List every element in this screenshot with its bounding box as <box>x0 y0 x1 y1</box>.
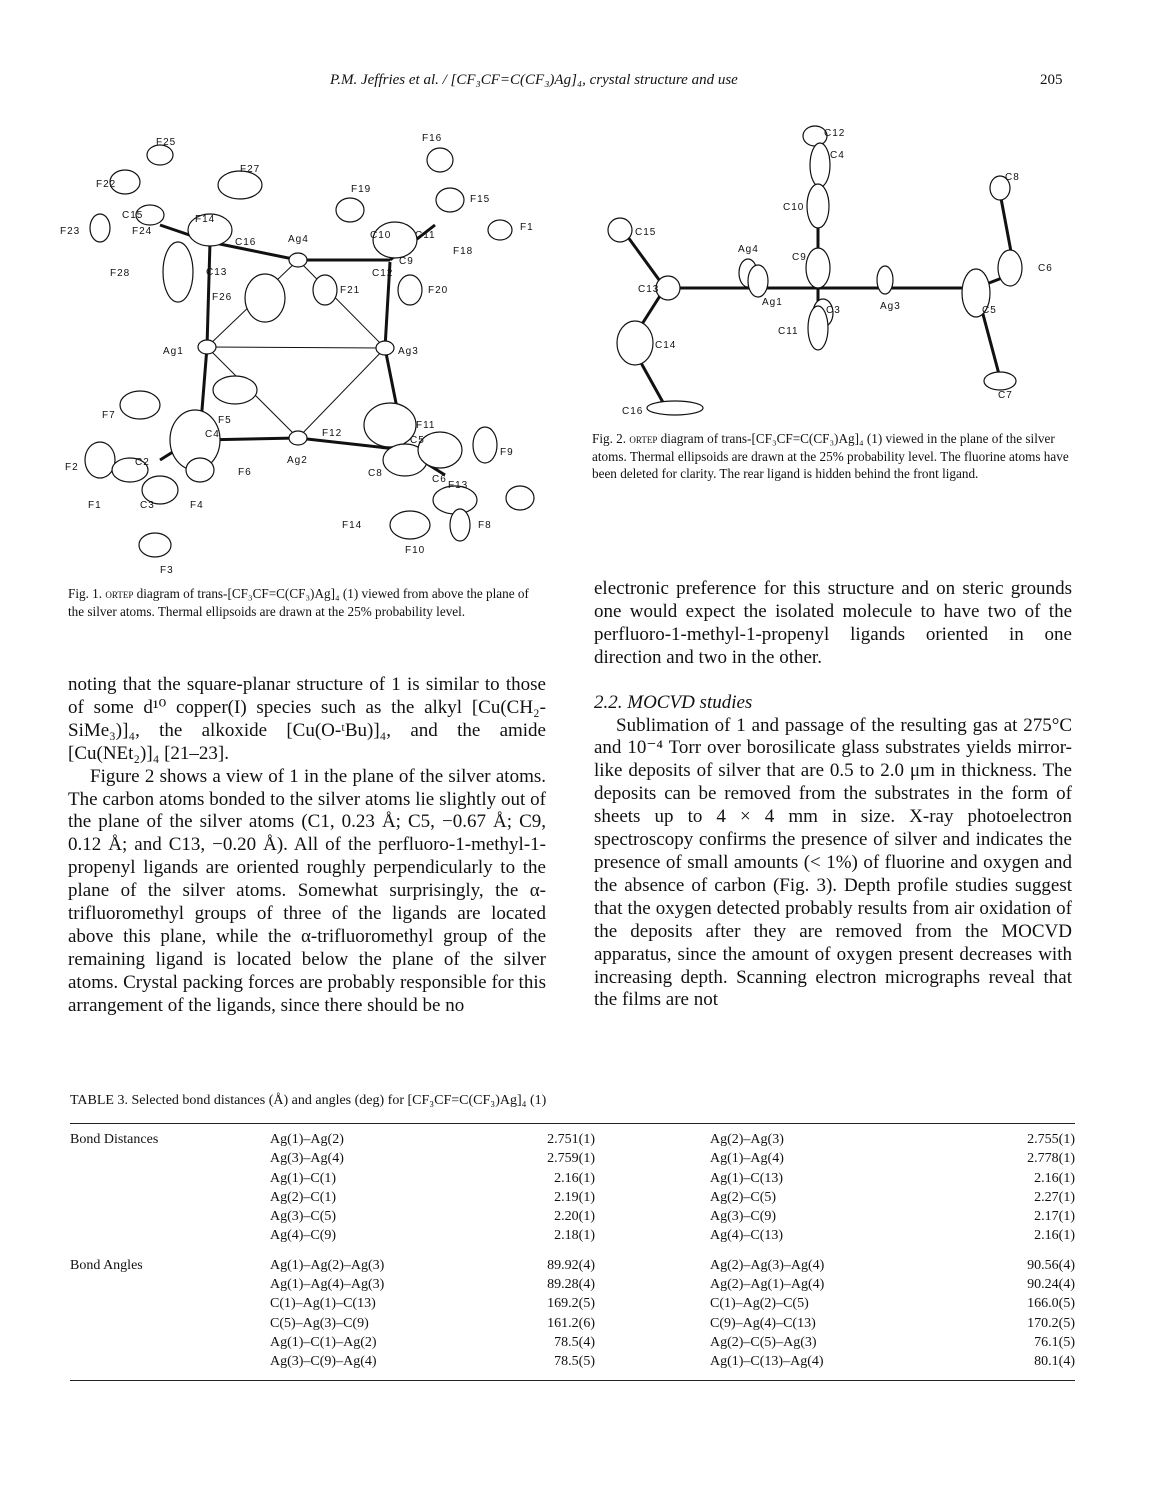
atom-label: C4 <box>830 150 845 161</box>
bond: Ag(2)–C(5) <box>710 1189 777 1205</box>
table-title: TABLE 3. Selected bond distances (Å) and angles (deg) for [CF₃CF=C(CF₃)Ag]₄ (1) <box>70 1093 547 1108</box>
atom-label: Ag4 <box>738 244 759 255</box>
value: 166.0(5) <box>1027 1296 1075 1312</box>
atom-label: Ag1 <box>163 346 184 357</box>
atom-label: F10 <box>405 545 426 556</box>
atom-label: C4 <box>205 429 220 440</box>
ortep-abbrev: ortep <box>105 586 134 601</box>
table-row <box>70 1130 1075 1149</box>
angle: Ag(1)–C(13)–Ag(4) <box>710 1354 824 1370</box>
atom-label: C12 <box>824 128 846 139</box>
atom-label: F15 <box>470 194 491 205</box>
atom-label: C10 <box>783 202 805 213</box>
table-row <box>70 1226 1075 1245</box>
atom-label: C11 <box>778 326 799 337</box>
table-row <box>70 1294 1075 1313</box>
value: 2.20(1) <box>554 1209 595 1225</box>
bond: Ag(3)–C(9) <box>710 1209 777 1225</box>
atom-label: F14 <box>342 520 363 531</box>
value: 2.18(1) <box>554 1228 595 1244</box>
figure-2-caption-text: diagram of trans-[CF₃CF=C(CF₃)Ag]₄ (1) viewed in the plane of the silver atoms. Thermal ellipsoids are drawn at the 25% probability level. The fluorine atoms have been deleted for clarity. The rear ligand is hidden behind the front ligand. <box>592 431 1069 481</box>
running-header <box>0 72 1152 96</box>
table-bottom-rule <box>70 1380 1075 1381</box>
atom-label: F20 <box>428 285 449 296</box>
angle: C(1)–Ag(1)–C(13) <box>270 1296 376 1312</box>
bond: Ag(1)–Ag(4) <box>710 1151 784 1167</box>
atom-label: F25 <box>156 137 177 148</box>
body-left-column <box>68 674 546 1018</box>
atom-label: F13 <box>448 480 469 491</box>
table-top-rule <box>70 1123 1075 1124</box>
table-row <box>70 1333 1075 1352</box>
bond: Ag(1)–Ag(2) <box>270 1132 344 1147</box>
figure-1-caption <box>68 585 546 620</box>
group-label: Bond Distances <box>70 1132 159 1147</box>
atom-label: C9 <box>792 252 807 263</box>
atom-label: C8 <box>1005 172 1020 183</box>
angle: Ag(3)–C(9)–Ag(4) <box>270 1354 377 1370</box>
angle: C(9)–Ag(4)–C(13) <box>710 1315 816 1331</box>
atom-label: F14 <box>195 214 216 225</box>
table-row <box>70 1352 1075 1371</box>
atom-label: F11 <box>416 420 436 431</box>
atom-label: C9 <box>399 256 414 267</box>
atom-label: F18 <box>453 246 474 257</box>
atom-label: Ag3 <box>880 301 901 312</box>
atom-label: C6 <box>432 474 447 485</box>
figure-2 <box>580 118 1080 423</box>
atom-label: F24 <box>132 226 153 237</box>
value: 170.2(5) <box>1027 1315 1075 1331</box>
atom-label: C8 <box>368 468 383 479</box>
section-heading: 2.2. MOCVD studies <box>594 691 753 713</box>
running-title: P.M. Jeffries et al. / [CF₃CF=C(CF₃)Ag]₄, crystal structure and use <box>330 72 738 88</box>
figure-1-caption-text: diagram of trans-[CF₃CF=C(CF₃)Ag]₄ (1) viewed from above the plane of the silver atoms. Thermal ellipsoids are drawn at the 25% probability level. <box>68 586 529 619</box>
paragraph: Figure 2 shows a view of 1 in the plane of the silver atoms. The carbon atoms bonded to the silver atoms lie slightly out of the plane of the silver atoms (C1, 0.23 Å; C5, −0.67 Å; C9, 0.12 Å; and C13, −0.20 Å). All of the perfluoro-1-methyl-1-propenyl ligands are oriented roughly perpendicularly to the plane of the silver atoms. Somewhat surprisingly, the α-trifluoromethyl groups of three of the ligands are located above this plane, while the α-trifluoromethyl group of the remaining ligand is located below the plane of the silver atoms. Crystal packing forces are probably responsible for this arrangement of the ligands, since there should be no <box>68 765 546 1016</box>
value: 89.28(4) <box>547 1277 595 1293</box>
figure-1-label: Fig. 1. <box>68 586 103 601</box>
atom-label: C3 <box>140 500 155 511</box>
value: 78.5(4) <box>554 1334 595 1350</box>
paragraph: noting that the square-planar structure of 1 is similar to those of some d¹⁰ copper(I) species such as the alkyl [Cu(CH₂-SiMe₃)]₄, the alkoxide [Cu(O-ᵗBu)]₄, and the amide [Cu(NEt₂)]₄ [21–23]. <box>68 674 546 764</box>
atom-label: F27 <box>240 164 261 175</box>
table-row <box>70 1149 1075 1168</box>
table-row <box>70 1256 1075 1275</box>
atom-label: F7 <box>102 410 116 421</box>
value: 2.17(1) <box>1034 1209 1075 1225</box>
atom-label: F26 <box>212 292 233 303</box>
angle: Ag(1)–Ag(2)–Ag(3) <box>270 1257 385 1273</box>
table-row <box>70 1188 1075 1207</box>
value: 2.16(1) <box>1034 1228 1075 1244</box>
atom-label: F1 <box>88 500 102 511</box>
value: 89.92(4) <box>547 1257 595 1273</box>
value: 90.24(4) <box>1027 1277 1075 1293</box>
bond: Ag(3)–Ag(4) <box>270 1151 344 1167</box>
atom-label: F2 <box>65 462 79 473</box>
atom-label: F28 <box>110 268 131 279</box>
atom-label: F23 <box>60 226 81 237</box>
bond: Ag(1)–C(13) <box>710 1170 784 1186</box>
paragraph: Sublimation of 1 and passage of the resulting gas at 275°C and 10⁻⁴ Torr over borosilicate glass substrates yields mirror-like deposits of silver that are 0.5 to 2.0 μm in thickness. The deposits can be removed from the substrates in the form of sheets up to 4 × 4 mm in size. X-ray photoelectron spectroscopy confirms the presence of silver and indicates the presence of small amounts (< 1%) of fluorine and oxygen and the absence of carbon (Fig. 3). Depth profile studies suggest that the oxygen detected probably results from air oxidation of the deposits after they are removed from the MOCVD apparatus, since the amount of oxygen present decreases with increasing depth. Scanning electron micrographs reveal that the films are not <box>594 714 1072 1011</box>
atom-label: F8 <box>478 520 492 531</box>
value: 2.755(1) <box>1027 1132 1075 1147</box>
angle: Ag(2)–Ag(1)–Ag(4) <box>710 1277 825 1293</box>
atom-label: F16 <box>422 133 443 144</box>
angle: C(1)–Ag(2)–C(5) <box>710 1296 809 1312</box>
table-3 <box>70 1093 1075 1381</box>
angle: Ag(2)–C(5)–Ag(3) <box>710 1334 817 1350</box>
value: 90.56(4) <box>1027 1257 1075 1273</box>
value: 161.2(6) <box>547 1315 595 1331</box>
value: 2.27(1) <box>1034 1189 1075 1205</box>
table-row <box>70 1207 1075 1226</box>
atom-label: C2 <box>135 457 150 468</box>
atom-label: Ag1 <box>762 297 783 308</box>
atom-label: Ag3 <box>398 346 419 357</box>
atom-label: C13 <box>638 284 660 295</box>
table-row <box>70 1275 1075 1294</box>
atom-label: C13 <box>206 267 228 278</box>
value: 2.778(1) <box>1027 1151 1075 1167</box>
bond: Ag(3)–C(5) <box>270 1209 337 1225</box>
atom-label: F22 <box>96 179 117 190</box>
atom-label: C16 <box>622 406 644 417</box>
value: 2.16(1) <box>554 1170 595 1186</box>
atom-label: F5 <box>218 415 232 426</box>
ortep-abbrev: ortep <box>629 431 658 446</box>
figure-2-caption <box>592 430 1072 483</box>
value: 169.2(5) <box>547 1296 595 1312</box>
atom-label: C16 <box>235 237 257 248</box>
page-number: 205 <box>1040 72 1063 88</box>
atom-label: C10 <box>370 230 392 241</box>
figure-1 <box>60 130 550 575</box>
bond: Ag(2)–C(1) <box>270 1189 337 1205</box>
atom-label: C12 <box>372 268 394 279</box>
angle: Ag(1)–C(1)–Ag(2) <box>270 1334 377 1350</box>
atom-label: C6 <box>1038 263 1053 274</box>
bond: Ag(4)–C(13) <box>710 1228 784 1244</box>
group-label: Bond Angles <box>70 1257 143 1273</box>
atom-label: F19 <box>351 184 372 195</box>
atom-label: F6 <box>238 467 252 478</box>
atom-label: F12 <box>322 428 343 439</box>
atom-label: Ag4 <box>288 234 309 245</box>
bond: Ag(2)–Ag(3) <box>710 1132 784 1147</box>
atom-label: F4 <box>190 500 204 511</box>
atom-label: F21 <box>340 285 361 296</box>
value: 78.5(5) <box>554 1354 595 1370</box>
atom-label: F1 <box>520 222 534 233</box>
atom-label: C3 <box>826 305 841 316</box>
value: 2.751(1) <box>547 1132 595 1147</box>
figure-1-ortep-diagram <box>60 130 550 575</box>
value: 2.16(1) <box>1034 1170 1075 1186</box>
body-right-column <box>594 578 1072 1012</box>
atom-label: C15 <box>122 210 144 221</box>
table-row <box>70 1169 1075 1188</box>
value: 2.19(1) <box>554 1189 595 1205</box>
atom-label: C5 <box>410 435 425 446</box>
bond: Ag(1)–C(1) <box>270 1170 337 1186</box>
atom-label: F3 <box>160 565 174 575</box>
atom-label: C7 <box>998 390 1013 401</box>
atom-label: C5 <box>982 305 997 316</box>
angle: Ag(2)–Ag(3)–Ag(4) <box>710 1257 825 1273</box>
figure-2-label: Fig. 2. <box>592 431 627 446</box>
atom-label: F9 <box>500 447 514 458</box>
value: 76.1(5) <box>1034 1334 1075 1350</box>
atom-label: C14 <box>655 340 677 351</box>
atom-label: C15 <box>635 227 657 238</box>
table-row <box>70 1314 1075 1333</box>
paragraph: electronic preference for this structure and on steric grounds one would expect the isolated molecule to have two of the perfluoro-1-methyl-1-propenyl ligands oriented in one direction and two in the other. <box>594 578 1072 668</box>
atom-label: C11 <box>415 230 436 241</box>
angle: C(5)–Ag(3)–C(9) <box>270 1315 369 1331</box>
figure-2-ortep-diagram <box>580 118 1080 423</box>
angle: Ag(1)–Ag(4)–Ag(3) <box>270 1277 385 1293</box>
bond: Ag(4)–C(9) <box>270 1228 337 1244</box>
value: 2.759(1) <box>547 1151 595 1167</box>
atom-label: Ag2 <box>287 455 308 466</box>
value: 80.1(4) <box>1034 1354 1075 1370</box>
